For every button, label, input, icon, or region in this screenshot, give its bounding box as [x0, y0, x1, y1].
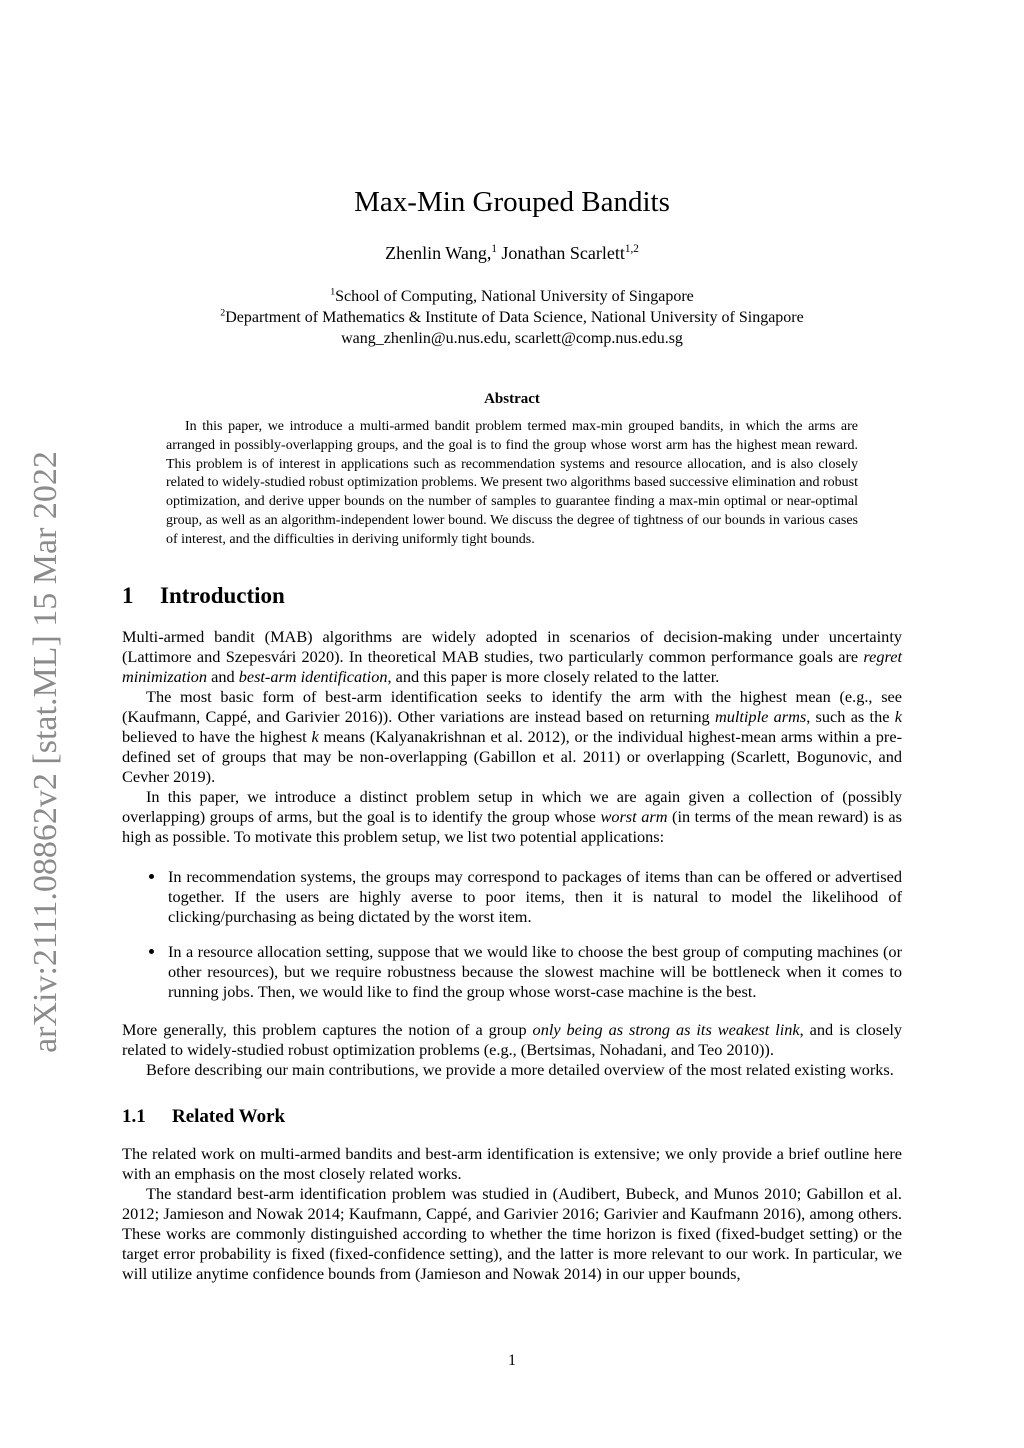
email-line: wang_zhenlin@u.nus.edu, scarlett@comp.nus.edu.sg — [341, 330, 683, 347]
arxiv-watermark: arXiv:2111.08862v2 [stat.ML] 15 Mar 2022 — [27, 451, 64, 1053]
abstract-text: In this paper, we introduce a multi-armed bandit problem termed max-min grouped bandits, in which the arms are arranged in possibly-overlapping groups, and the goal is to find the group whose worst arm has the highest mean reward. This problem is of interest in applications such as recommendation systems and resource allocation, and is also closely related to widely-studied robust optimization problems. We present two algorithms based successive elimination and robust optimization, and derive upper bounds on the number of samples to guarantee finding a max-min optimal or near-optimal group, as well as an algorithm-independent lower bound. We discuss the degree of tightness of our bounds in various cases of interest, and the difficulties in deriving uniformly tight bounds. — [166, 419, 858, 547]
affiliations-block — [122, 286, 902, 349]
related-work-paragraph-1: The related work on multi-armed bandits and best-arm identification is extensive; we only provide a brief outline here with an emphasis on the most closely related works. — [122, 1143, 902, 1183]
paper-body — [122, 0, 902, 1284]
list-item-resource-allocation: • In a resource allocation setting, suppose that we would like to choose the best group of computing machines (or other resources), but we require robustness because the slowest machine will be bottleneck when it comes to running jobs. Then, we would like to find the group whose worst-case machine is the best. — [166, 942, 902, 1002]
intro-paragraph-1: Multi-armed bandit (MAB) algorithms are widely adopted in scenarios of decision-making under uncertainty (Lattimore and Szepesvári 2020). In theoretical MAB studies, two particularly common performance goals are regret minimization and best-arm identification, and this paper is more closely related to the latter. — [122, 626, 902, 686]
affiliation-line-2: $^2$Department of Mathematics & Institute of Data Science, National University of Singapore — [220, 307, 804, 326]
affiliation-line-1: $^1$School of Computing, National University of Singapore — [330, 286, 694, 305]
applications-list — [122, 867, 902, 1002]
related-work-paragraph-2: The standard best-arm identification problem was studied in (Audibert, Bubeck, and Munos 2010; Gabillon et al. 2012; Jamieson and Nowak 2014; Kaufmann, Cappé, and Garivier 2016; Garivier and Kaufmann 2016), among others. These works are commonly distinguished according to whether the time horizon is fixed (fixed-budget setting) or the target error probability is fixed (fixed-confidence setting), and the latter is more relevant to our work. In particular, we will utilize anytime confidence bounds from (Jamieson and Nowak 2014) in our upper bounds, — [122, 1183, 902, 1283]
subsection-heading-related-work — [122, 1106, 902, 1128]
subsection-number: 1.1 — [122, 1105, 146, 1127]
paper-title: Max-Min Grouped Bandits — [354, 186, 670, 218]
section-title: Introduction — [160, 582, 285, 608]
section-number: 1 — [122, 582, 134, 608]
intro-paragraph-4: More generally, this problem captures the notion of a group only being as strong as its weakest link, and is closely related to widely-studied robust optimization problems (e.g., (Bertsimas, Nohadani, and Teo 2010)). — [122, 1019, 902, 1059]
subsection-title: Related Work — [172, 1105, 286, 1127]
abstract-heading: Abstract — [484, 391, 540, 407]
page-number: 1 — [508, 1352, 516, 1369]
intro-paragraph-2: The most basic form of best-arm identification seeks to identify the arm with the highest mean (e.g., see (Kaufmann, Cappé, and Garivier 2016)). Other variations are instead based on returning multiple arms, such as the k believed to have the highest k means (Kalyanakrishnan et al. 2012), or the individual highest-mean arms within a pre-defined set of groups that may be non-overlapping (Gabillon et al. 2011) or overlapping (Scarlett, Bogunovic, and Cevher 2019). — [122, 686, 902, 786]
intro-paragraph-5: Before describing our main contributions, we provide a more detailed overview of the most related existing works. — [146, 1059, 894, 1079]
list-item-recommendation: • In recommendation systems, the groups may correspond to packages of items than can be offered or advertised together. If the users are highly averse to poor items, then it is natural to model the likelihood of clicking/purchasing as being dictated by the worst item. — [166, 867, 902, 927]
abstract-section — [166, 391, 858, 550]
authors-line: Zhenlin Wang,$^1$ Jonathan Scarlett$^{1,2}$ — [385, 243, 639, 263]
intro-paragraph-3: In this paper, we introduce a distinct problem setup in which we are again given a collection of (possibly overlapping) groups of arms, but the goal is to identify the group whose worst arm (in terms of the mean reward) is as high as possible. To motivate this problem setup, we list two potential applications: — [122, 786, 902, 846]
section-heading-introduction — [122, 583, 902, 609]
